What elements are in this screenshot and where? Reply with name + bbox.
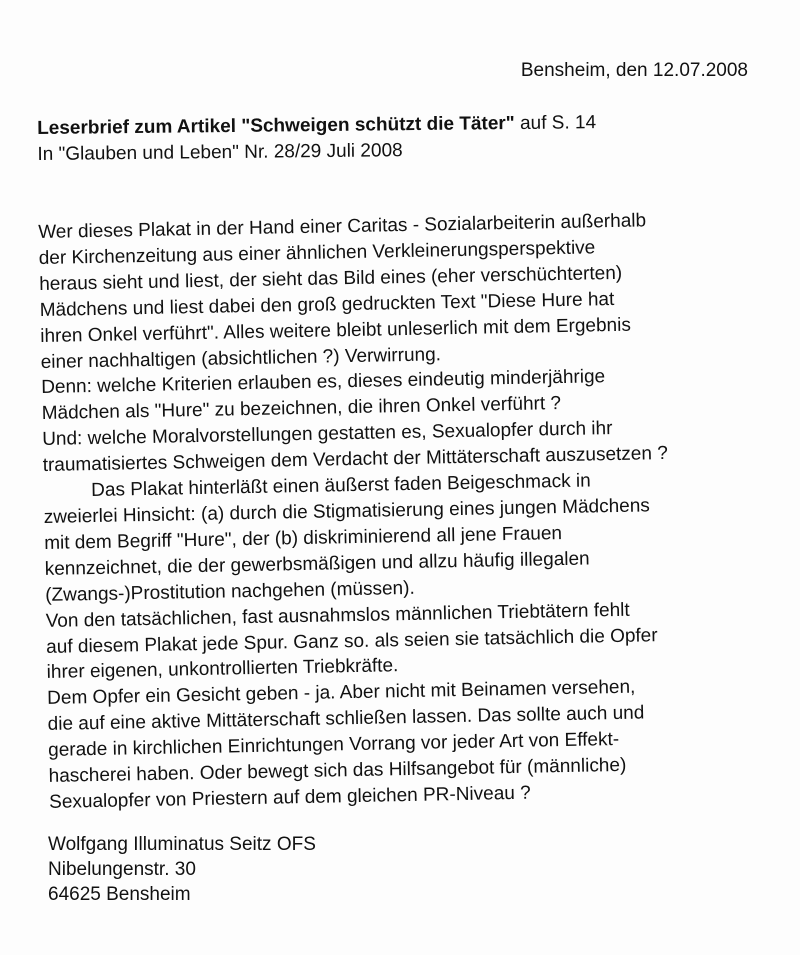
body-line: auf diesem Plakat jede Spur. Ganz so. als seien sie tatsächlich die Opfer bbox=[45, 624, 658, 658]
body-line: heraus sieht und liest, der sieht das Bild eines (eher verschüchterten) bbox=[39, 262, 623, 295]
signature-street: Nibelungenstr. 30 bbox=[48, 859, 196, 880]
signature-name: Wolfgang Illuminatus Seitz OFS bbox=[48, 834, 316, 855]
body-line: (Zwangs-)Prostitution nachgehen (müssen). bbox=[45, 577, 415, 606]
body-line: traumatisiertes Schweigen dem Verdacht der Mittäterschaft auszusetzen ? bbox=[42, 443, 669, 477]
heading-title-bold: Leserbrief zum Artikel "Schweigen schützt die Täter" bbox=[37, 112, 515, 139]
body-line: Sexualopfer von Priestern auf dem gleichen PR-Niveau ? bbox=[48, 782, 531, 813]
date-line: Bensheim, den 12.07.2008 bbox=[520, 60, 748, 81]
letter-heading bbox=[37, 110, 597, 168]
body-line: Denn: welche Kriterien erlauben es, dieses eindeutig minderjährige bbox=[41, 366, 606, 399]
body-line: mit dem Begriff "Hure", der (b) diskriminierend all jene Frauen bbox=[44, 522, 563, 554]
body-line: Dem Opfer ein Gesicht geben - ja. Aber nicht mit Beinamen versehen, bbox=[46, 676, 636, 710]
body-line: Und: welche Moralvorstellungen gestatten es, Sexualopfer durch ihr bbox=[42, 418, 613, 451]
body-line: kennzeichnet, die der gewerbsmäßigen und allzu häufig illegalen bbox=[44, 548, 590, 580]
body-line: Wer dieses Plakat in der Hand einer Caritas - Sozialarbeiterin außerhalb bbox=[38, 210, 647, 243]
body-line: Von den tatsächlichen, fast ausnahmslos männlichen Triebtätern fehlt bbox=[45, 599, 630, 632]
body-line: einer nachhaltigen (absichtlichen ?) Verwirrung. bbox=[40, 343, 442, 373]
body-line: gerade in kirchlichen Einrichtungen Vorrang vor jeder Art von Effekt- bbox=[47, 729, 620, 762]
signature-block bbox=[48, 832, 316, 907]
signature-city: 64625 Bensheim bbox=[48, 884, 191, 905]
body-line: Mädchen als "Hure" zu bezeichnen, die ihren Onkel verführt ? bbox=[41, 393, 562, 425]
heading-title-rest: auf S. 14 bbox=[514, 112, 597, 134]
body-line: hascherei haben. Oder bewegt sich das Hilfsangebot für (männliche) bbox=[48, 754, 627, 787]
body-line: ihren Onkel verführt". Alles weitere bleibt unleserlich mit dem Ergebnis bbox=[40, 314, 632, 347]
body-line: zweierlei Hinsicht: (a) durch die Stigmatisierung eines jungen Mädchens bbox=[43, 495, 651, 528]
body-line: Das Plakat hinterläßt einen äußerst faden Beigeschmack in bbox=[91, 470, 591, 502]
body-line: der Kirchenzeitung aus einer ähnlichen Verkleinerungsperspektive bbox=[38, 237, 596, 269]
letter-body bbox=[38, 206, 789, 816]
body-line: die auf eine aktive Mittäterschaft schließen lassen. Das sollte auch und bbox=[47, 702, 645, 736]
heading-subtitle: In "Glauben und Leben" Nr. 28/29 Juli 2008 bbox=[37, 140, 403, 165]
body-line: ihrer eigenen, unkontrollierten Triebkräfte. bbox=[46, 655, 399, 684]
body-line: Mädchens und liest dabei den groß gedruckten Text "Diese Hure hat bbox=[39, 288, 615, 321]
